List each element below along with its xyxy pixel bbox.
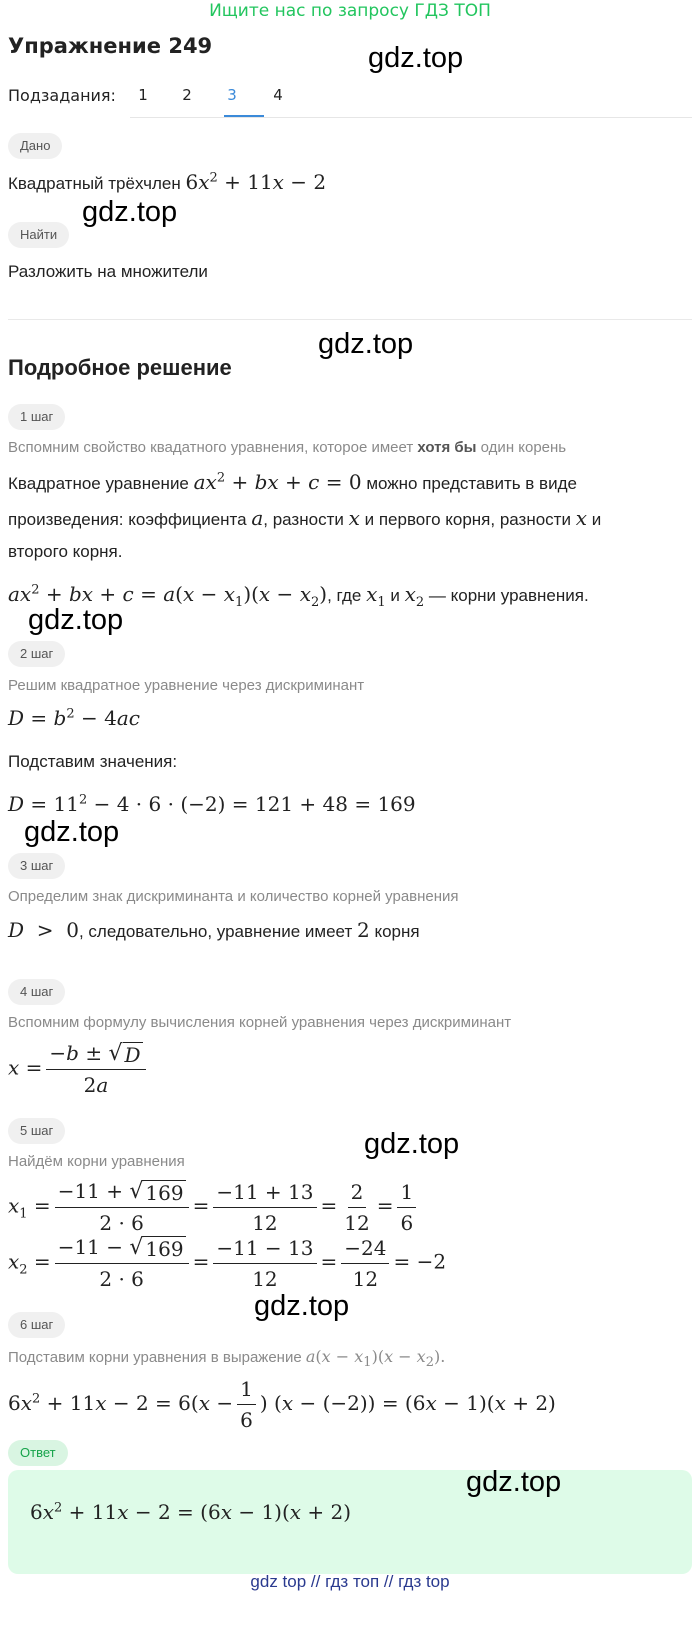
tab-subtask-3[interactable]: 3 [227,86,237,104]
step-1-hint: Вспомним свойство квадатного уравнения, которое имеет хотя бы один корень [8,439,567,456]
watermark: gdz.top [28,604,124,636]
given-label: Квадратный трёхчлен [8,174,181,193]
tab-subtask-1[interactable]: 1 [138,86,148,104]
find-chip: Найти [8,222,69,248]
step-4-hint: Вспомним формулу вычисления корней уравнения через дискриминант [8,1014,512,1031]
discriminant-formula: $D = b^2 - 4ac$ [8,706,140,730]
watermark: gdz.top [364,1128,460,1160]
step-1-line-4: $ax^2$ + bx + $c = a(x - x_1)(x - x_2)$, где $x_1$ и $x_2$ — корни уравнения. [8,582,589,610]
step-6-chip: 6 шаг [8,1312,65,1338]
step-2-hint: Решим квадратное уравнение через дискриминант [8,677,365,694]
given-chip: Дано [8,133,62,159]
step-3-hint: Определим знак дискриминанта и количество корней уравнения [8,888,459,905]
given-text [8,170,326,194]
step-5-hint: Найдём корни уравнения [8,1153,185,1170]
subtasks-label: Подзадания: [8,86,116,105]
watermark: gdz.top [82,196,178,228]
step-2-chip: 2 шаг [8,641,65,667]
page-title: Упражнение 249 [8,34,213,58]
answer-chip: Ответ [8,1440,68,1466]
watermark: gdz.top [318,328,414,360]
find-text: Разложить на множители [8,262,208,281]
answer-formula: $6x^2 + 11x - 2 = (6x - 1)(x + 2)$ [30,1500,352,1524]
divider [8,319,692,320]
roots-formula: x = −b ± √ D 2a [8,1040,150,1098]
step-2-subst: Подставим значения: [8,752,178,771]
step-1-line-2: произведения: коэффициента a, разности x и первого корня, разности x и [8,506,602,530]
tab-subtask-2[interactable]: 2 [182,86,192,104]
root-x2-calc: $x_2$ = −11 − √ 169 2 · 6 = $\frac{-11 - 13}{12}$ = $\frac{-24}{12}$ = −2 [8,1235,447,1291]
factorization-calc: $6x^2 + 11x - 2 = 6(x$ − $\frac{1}{6}$ ) (x − (−2)) = (6x − 1)(x + 2) [8,1377,556,1432]
watermark: gdz.top [24,816,120,848]
tabs-rule [130,117,692,118]
watermark: gdz.top [254,1290,350,1322]
given-formula: $6x^2 + 11x - 2$ [185,170,327,194]
step-6-hint: Подставим корни уравнения в выражение $a(x - x_1)(x - x_2)$. [8,1347,446,1371]
watermark: gdz.top [368,42,464,74]
step-1-chip: 1 шаг [8,404,65,430]
root-x1-calc: $x_1$ = −11 + √ 169 2 · 6 = $\frac{-11 + 13}{12}$ = $\frac{2}{12}$ = $\frac{1}{6}$ [8,1178,420,1236]
tab-subtask-4[interactable]: 4 [273,86,283,104]
top-banner: Ищите нас по запросу ГДЗ ТОП [209,1,491,21]
step-3-text: D > 0, следовательно, уравнение имеет 2 корня [8,918,420,942]
discriminant-calc: $D = 11^2 - 4 \cdot 6 \cdot (-2) = 121 + 48 = 169$ [8,792,416,816]
watermark: gdz.top [466,1466,562,1498]
step-4-chip: 4 шаг [8,979,65,1005]
step-1-line-1: Квадратное уравнение $ax^2$ + bx + c = 0 можно представить в виде [8,470,577,494]
solution-title: Подробное решение [8,355,232,380]
step-3-chip: 3 шаг [8,853,65,879]
step-5-chip: 5 шаг [8,1118,65,1144]
active-tab-indicator [224,115,264,117]
footer-links[interactable]: gdz top // гдз топ // гдз top [250,1572,450,1591]
step-1-line-3: второго корня. [8,542,123,561]
